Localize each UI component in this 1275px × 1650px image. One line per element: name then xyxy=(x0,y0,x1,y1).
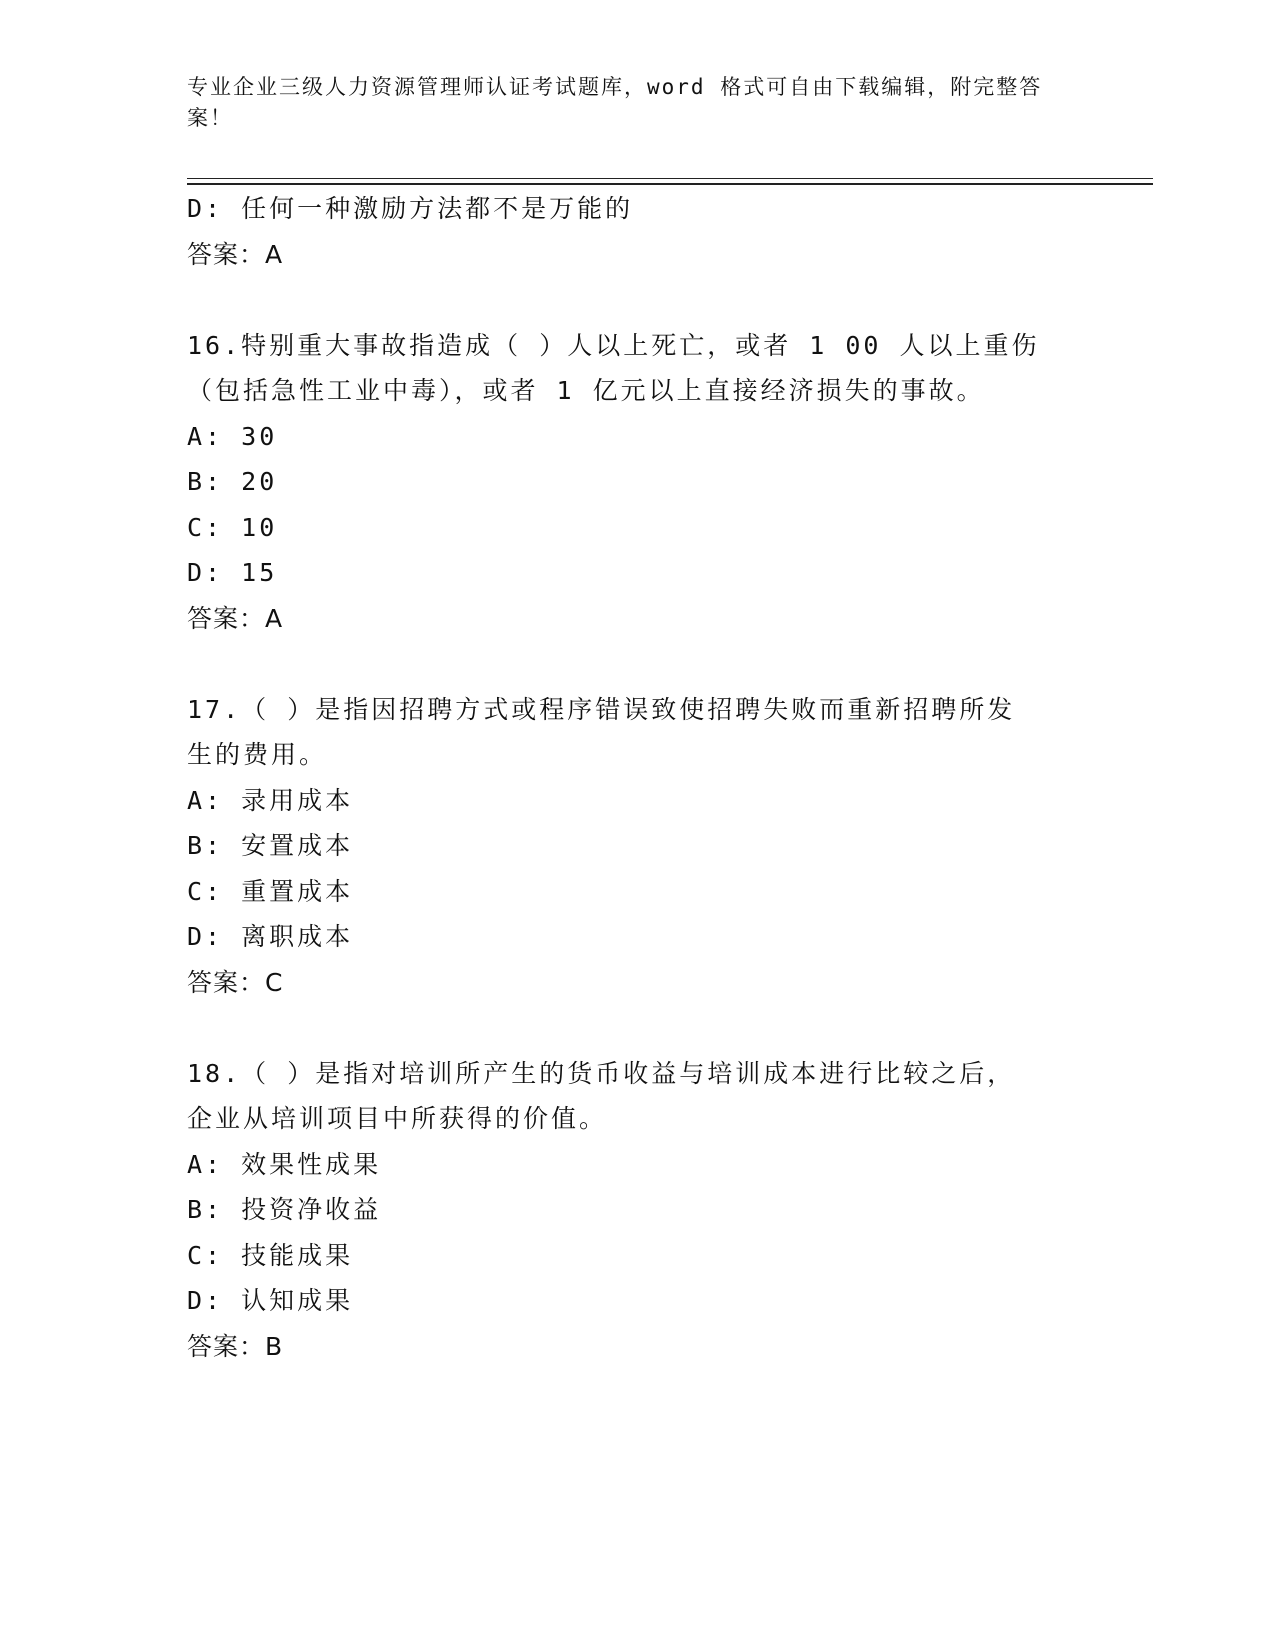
option-c: C: 技能成果 xyxy=(187,1240,354,1270)
answer-label: 答案：A xyxy=(187,239,284,269)
question-stem: （包括急性工业中毒），或者 1 亿元以上直接经济损失的事故。 xyxy=(187,376,985,405)
question-stem: 企业从培训项目中所获得的价值。 xyxy=(187,1104,608,1133)
question-16 xyxy=(187,323,1087,642)
option-d: D: 任何一种激励方法都不是万能的 xyxy=(187,194,634,223)
answer-label: 答案：C xyxy=(187,967,284,997)
option-b: B: 安置成本 xyxy=(187,831,354,860)
option-d: D: 离职成本 xyxy=(187,922,354,951)
option-a: A: 30 xyxy=(187,421,278,451)
question-stem: 16.特别重大事故指造成（ ）人以上死亡，或者 1 00 人以上重伤 xyxy=(187,330,1040,360)
option-a: A: 录用成本 xyxy=(187,785,354,815)
option-c: C: 重置成本 xyxy=(187,876,354,906)
answer-label: 答案：B xyxy=(187,1331,284,1361)
answer-label: 答案：A xyxy=(187,603,284,633)
question-18 xyxy=(187,1051,1087,1370)
spacer xyxy=(187,277,1087,323)
header-rule-thin xyxy=(187,178,1153,179)
question-stem: 生的费用。 xyxy=(187,740,328,769)
spacer xyxy=(187,641,1087,687)
option-b: B: 投资净收益 xyxy=(187,1195,382,1224)
question-stem: 17.（ ）是指因招聘方式或程序错误致使招聘失败而重新招聘所发 xyxy=(187,694,1016,724)
option-d: D: 认知成果 xyxy=(187,1286,354,1315)
option-c: C: 10 xyxy=(187,512,278,542)
document-body xyxy=(187,186,1087,1369)
spacer xyxy=(187,1005,1087,1051)
document-header: 专业企业三级人力资源管理师认证考试题库，word 格式可自由下载编辑，附完整答案！ xyxy=(187,75,1043,130)
option-a: A: 效果性成果 xyxy=(187,1149,382,1179)
option-d: D: 15 xyxy=(187,558,278,587)
question-stem: 18.（ ）是指对培训所产生的货币收益与培训成本进行比较之后， xyxy=(187,1058,1016,1088)
header-rule-thick xyxy=(187,183,1153,185)
option-b: B: 20 xyxy=(187,467,278,496)
question-17 xyxy=(187,687,1087,1006)
